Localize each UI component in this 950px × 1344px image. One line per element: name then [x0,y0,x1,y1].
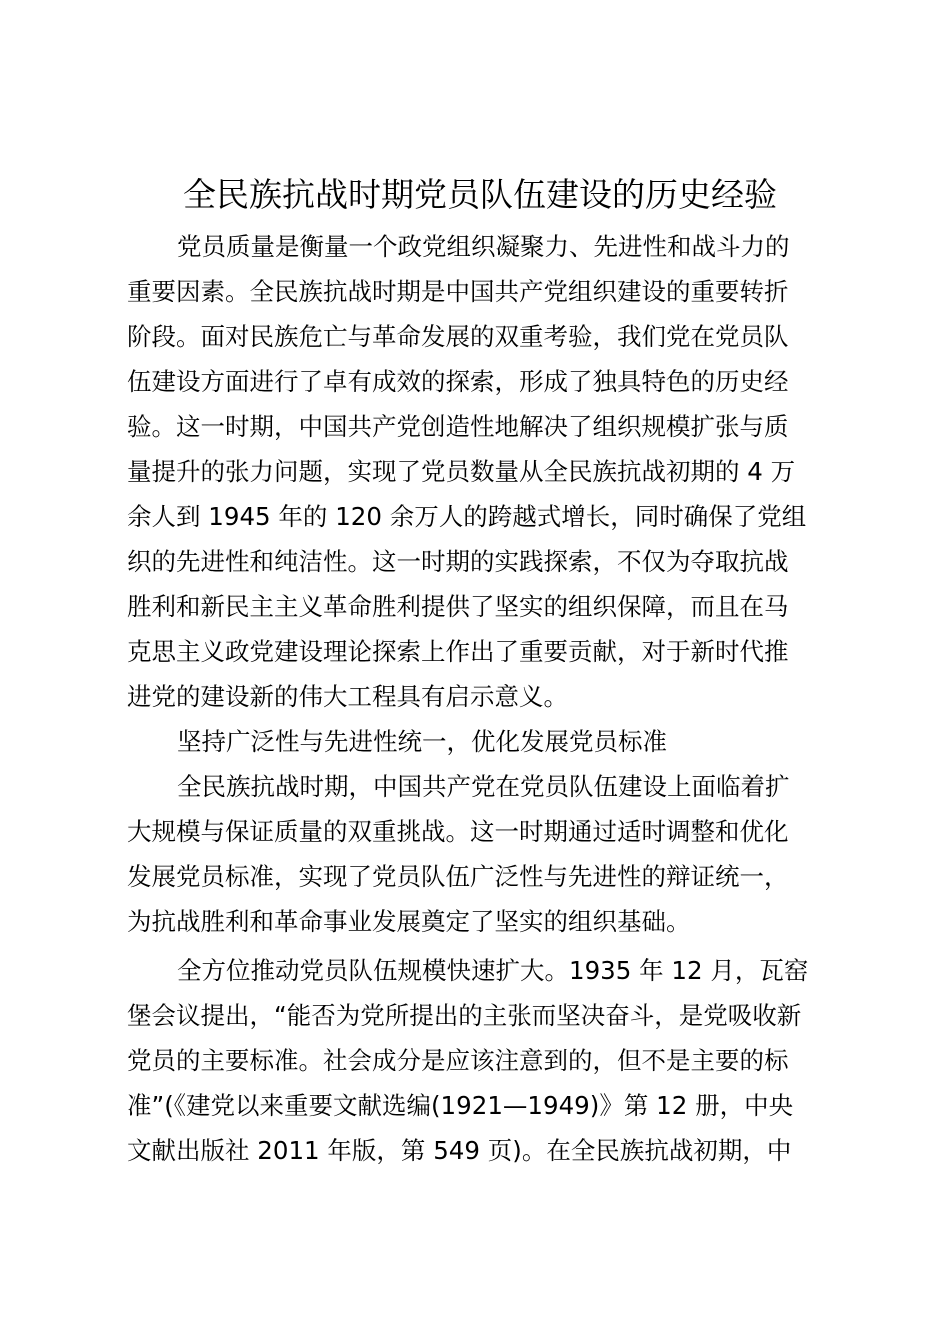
text-line: 党员质量是衡量一个政党组织凝聚力、先进性和战斗力的 [177,232,790,261]
text-line: 文献出版社 2011 年版，第 549 页)。在全民族抗战初期，中 [127,1136,792,1165]
text-line: 克思主义政党建设理论探索上作出了重要贡献，对于新时代推 [127,637,789,666]
text-line: 伍建设方面进行了卓有成效的探索，形成了独具特色的历史经 [127,367,789,396]
text-line: 胜利和新民主主义革命胜利提供了坚实的组织保障，而且在马 [127,592,789,621]
document-title: 全民族抗战时期党员队伍建设的历史经验 [183,175,777,214]
text-line: 堡会议提出，“能否为党所提出的主张而坚决奋斗，是党吸收新 [127,1001,802,1030]
text-line: 进党的建设新的伟大工程具有启示意义。 [127,682,568,711]
paragraph-expansion [127,948,827,1173]
text-line: 坚持广泛性与先进性统一，优化发展党员标准 [177,727,667,756]
text-line: 准”(《建党以来重要文献选编(1921—1949)》第 12 册，中央 [127,1091,794,1120]
text-line: 重要因素。全民族抗战时期是中国共产党组织建设的重要转折 [127,277,789,306]
text-line: 余人到 1945 年的 120 余万人的跨越式增长，同时确保了党组 [127,502,807,531]
paragraph-standards [127,764,827,944]
text-line: 发展党员标准，实现了党员队伍广泛性与先进性的辩证统一， [127,862,789,891]
document-body [127,224,827,1173]
text-line: 党员的主要标准。社会成分是应该注意到的，但不是主要的标 [127,1046,789,1075]
section-heading [127,719,827,764]
text-line: 大规模与保证质量的双重挑战。这一时期通过适时调整和优化 [127,817,789,846]
text-line: 为抗战胜利和革命事业发展奠定了坚实的组织基础。 [127,907,691,936]
text-line: 全民族抗战时期，中国共产党在党员队伍建设上面临着扩 [177,772,790,801]
text-line: 织的先进性和纯洁性。这一时期的实践探索，不仅为夺取抗战 [127,547,789,576]
text-line: 验。这一时期，中国共产党创造性地解决了组织规模扩张与质 [127,412,789,441]
text-line: 全方位推动党员队伍规模快速扩大。1935 年 12 月，瓦窑 [177,956,809,985]
text-line: 阶段。面对民族危亡与革命发展的双重考验，我们党在党员队 [127,322,789,351]
paragraph-intro [127,224,827,719]
text-line: 量提升的张力问题，实现了党员数量从全民族抗战初期的 4 万 [127,457,796,486]
